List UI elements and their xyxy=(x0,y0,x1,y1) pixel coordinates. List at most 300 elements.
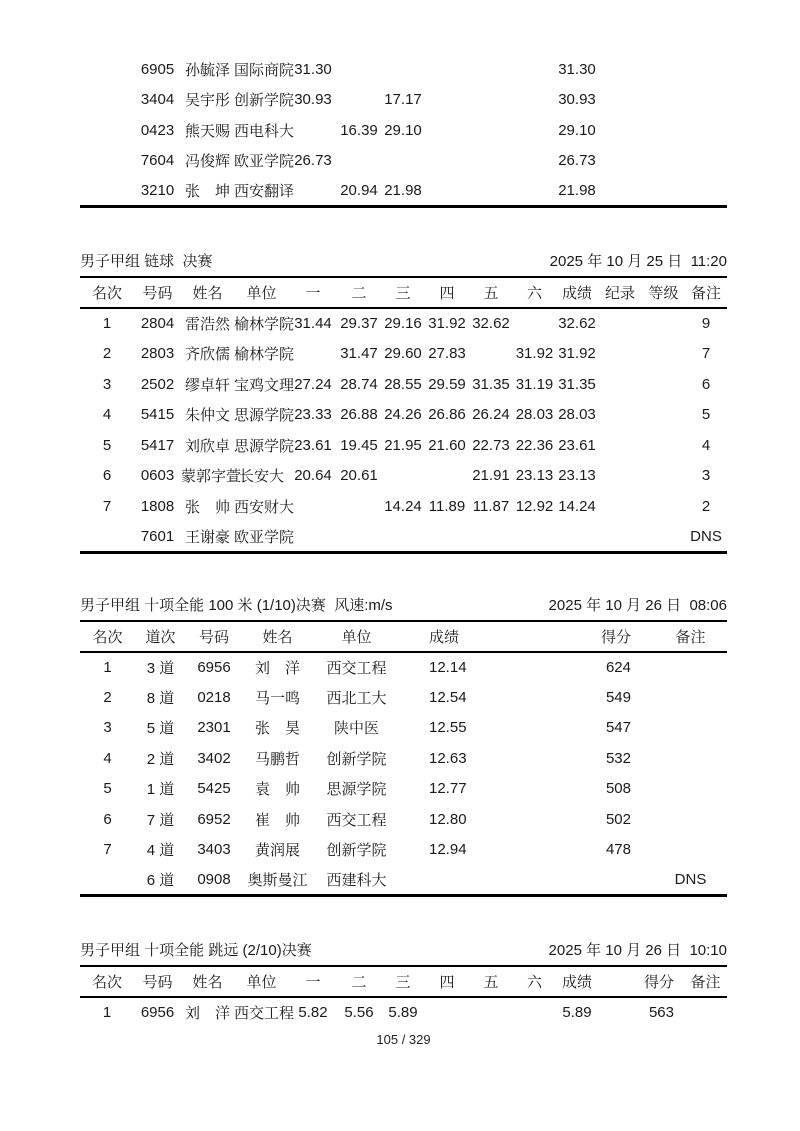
table-cell: 32.62 xyxy=(558,315,596,333)
table-cell: 24.26 xyxy=(384,406,422,424)
table-cell: 26.73 xyxy=(294,152,332,170)
table-cell: 5425 xyxy=(197,780,231,798)
table-cell: 28.03 xyxy=(515,406,554,424)
table-cell: 6 xyxy=(701,375,711,393)
table-cell: 478 xyxy=(605,841,631,859)
table-cell xyxy=(80,522,134,553)
table-cell: 西安财大 xyxy=(234,498,295,516)
table-cell: 创新学院 xyxy=(234,92,295,110)
table-cell: 23.61 xyxy=(558,436,596,454)
column-header: 姓名 xyxy=(242,622,313,652)
column-header: 号码 xyxy=(186,622,242,652)
table-cell: 宝鸡文理 xyxy=(234,376,295,394)
table-cell: DNS xyxy=(690,527,722,545)
table-cell: 5 道 xyxy=(146,720,175,738)
header-row xyxy=(80,278,727,308)
table-cell xyxy=(685,85,727,116)
table-cell: 9 xyxy=(701,315,711,333)
event-datetime: 2025 年 10 月 26 日 08:06 xyxy=(548,596,727,614)
table-cell xyxy=(289,115,337,146)
table-cell xyxy=(642,461,685,492)
table-cell xyxy=(469,997,513,1028)
table-cell xyxy=(425,176,469,207)
table-cell: 3403 xyxy=(197,841,231,859)
table-cell: 14.24 xyxy=(384,497,422,515)
table-cell xyxy=(598,369,642,400)
table-cell: 张 坤 xyxy=(184,183,230,200)
table-cell: 23.33 xyxy=(294,406,332,424)
table-cell: 6956 xyxy=(140,1004,175,1022)
table-cell xyxy=(513,176,556,207)
table-cell: 2 xyxy=(102,345,112,363)
table-cell xyxy=(80,146,134,177)
table-body xyxy=(80,997,727,1028)
column-header: 五 xyxy=(469,967,513,997)
table-cell: 20.61 xyxy=(340,467,378,485)
table-cell xyxy=(425,522,469,553)
table-cell xyxy=(654,743,727,774)
table-cell: 6905 xyxy=(140,60,175,78)
table-cell xyxy=(685,176,727,207)
table-cell: 西电科大 xyxy=(234,122,295,140)
column-header: 名次 xyxy=(80,278,134,308)
table-cell: 549 xyxy=(605,688,631,706)
table-cell xyxy=(654,835,727,866)
table-cell: 5 xyxy=(102,436,112,454)
table-cell: 7604 xyxy=(140,152,175,170)
table-cell: 3402 xyxy=(197,749,231,767)
table-cell xyxy=(381,146,425,177)
table-cell xyxy=(642,400,685,431)
table-cell: 508 xyxy=(605,780,631,798)
table-cell: 31.44 xyxy=(294,315,332,333)
table-cell: 4 xyxy=(103,749,112,767)
table-cell: 榆林学院 xyxy=(234,346,295,364)
table-cell xyxy=(469,146,513,177)
table-cell: 崔 帅 xyxy=(254,811,300,829)
table-cell: 国际商院 xyxy=(234,61,295,79)
table-cell xyxy=(654,804,727,835)
table-cell xyxy=(425,85,469,116)
table-cell: 21.95 xyxy=(384,436,422,454)
table-cell: 西北工大 xyxy=(326,689,387,707)
table-cell: 1808 xyxy=(140,497,175,515)
table-header xyxy=(80,967,727,997)
table-cell: 26.73 xyxy=(558,152,596,170)
table-cell: 12.14 xyxy=(429,658,467,676)
table-cell: 28.03 xyxy=(558,406,596,424)
table-cell: 12.94 xyxy=(429,841,467,859)
table-cell: 0603 xyxy=(140,467,175,485)
table-cell xyxy=(598,115,642,146)
table-cell: 西建科大 xyxy=(326,872,387,889)
table-cell: 12.77 xyxy=(429,780,467,798)
table-cell: 5.56 xyxy=(344,1004,374,1022)
table-cell xyxy=(685,54,727,85)
table-cell: 齐欣儒 xyxy=(184,346,230,364)
table-cell xyxy=(80,115,134,146)
table-cell: 思源学院 xyxy=(234,437,295,455)
table-cell: 8 道 xyxy=(146,689,175,707)
table-cell xyxy=(642,369,685,400)
table-cell xyxy=(400,865,531,896)
table-cell xyxy=(289,176,337,207)
table-cell xyxy=(654,713,727,744)
table-cell: 马一鸣 xyxy=(254,689,300,707)
table-cell xyxy=(469,339,513,370)
table-cell xyxy=(598,400,642,431)
table-cell xyxy=(642,54,685,85)
table-cell: 17.17 xyxy=(384,91,422,109)
column-header: 姓名 xyxy=(181,967,234,997)
section-hammer-final xyxy=(80,248,727,554)
table-cell: 榆林学院 xyxy=(234,316,295,334)
table-cell xyxy=(425,146,469,177)
table-cell: 11.89 xyxy=(428,497,466,515)
table-row xyxy=(80,713,727,744)
table-cell: 1 xyxy=(102,1004,112,1022)
column-header: 单位 xyxy=(234,278,289,308)
table-cell: 23.61 xyxy=(294,436,332,454)
table-cell xyxy=(80,54,134,85)
table-cell: 6956 xyxy=(197,658,231,676)
table-cell xyxy=(642,115,685,146)
event-header xyxy=(80,937,727,967)
table-cell: 5 xyxy=(701,406,711,424)
table-body xyxy=(80,652,727,896)
table-cell xyxy=(337,54,381,85)
table-cell: 31.92 xyxy=(558,345,596,363)
table-cell xyxy=(80,85,134,116)
table-cell xyxy=(598,461,642,492)
table-row xyxy=(80,682,727,713)
table-cell xyxy=(469,522,513,553)
table-cell: 12.63 xyxy=(429,749,467,767)
column-header: 六 xyxy=(513,967,556,997)
table-cell: 1 道 xyxy=(146,781,175,799)
table-row xyxy=(80,835,727,866)
table-cell: 4 xyxy=(102,406,112,424)
table-cell xyxy=(289,522,337,553)
table-cell xyxy=(598,176,642,207)
column-header: 五 xyxy=(469,278,513,308)
table-cell: 刘 洋 xyxy=(254,659,300,677)
table-cell: 2301 xyxy=(197,719,231,737)
table-cell: 7 xyxy=(103,841,112,859)
table-cell: 7 xyxy=(102,497,112,515)
table-cell: 2 xyxy=(103,688,112,706)
section-decathlon-long-jump xyxy=(80,937,727,1028)
column-header: 四 xyxy=(425,278,469,308)
table-cell xyxy=(469,85,513,116)
table-cell xyxy=(642,85,685,116)
table-cell xyxy=(513,522,556,553)
table-cell: 奥斯曼江 xyxy=(247,872,308,889)
table-cell xyxy=(642,491,685,522)
table-cell xyxy=(654,652,727,683)
table-cell: 袁 帅 xyxy=(254,781,300,799)
table-cell: 563 xyxy=(648,1004,674,1022)
table-cell xyxy=(598,146,642,177)
table-row xyxy=(80,430,727,461)
table-cell: 熊天赐 xyxy=(184,122,230,140)
table-cell xyxy=(684,997,727,1028)
table-cell: 29.10 xyxy=(558,121,596,139)
table-cell: 张 帅 xyxy=(184,498,230,516)
column-header: 二 xyxy=(337,278,381,308)
table-cell: 624 xyxy=(605,658,631,676)
table-cell xyxy=(337,85,381,116)
table-row xyxy=(80,400,727,431)
table-cell: 20.64 xyxy=(294,467,332,485)
table-cell: 创新学院 xyxy=(326,750,387,768)
table-cell: 西交工程 xyxy=(326,811,387,829)
table-cell xyxy=(513,997,556,1028)
column-header: 三 xyxy=(381,967,425,997)
table-cell: 26.24 xyxy=(472,406,510,424)
page-content xyxy=(80,0,727,1047)
column-header: 纪录 xyxy=(598,278,642,308)
table-cell: 1 xyxy=(103,658,112,676)
column-header: 名次 xyxy=(80,967,134,997)
table-cell: 16.39 xyxy=(340,121,378,139)
table-cell: 西安翻译 xyxy=(234,183,295,200)
table-cell: 26.86 xyxy=(428,406,466,424)
table-cell xyxy=(642,308,685,339)
column-header: 成绩 xyxy=(556,967,598,997)
event-datetime: 2025 年 10 月 26 日 10:10 xyxy=(548,942,727,959)
column-header: 道次 xyxy=(135,622,186,652)
table-cell xyxy=(469,115,513,146)
table-body xyxy=(80,54,727,207)
table-cell: 6 道 xyxy=(146,872,175,889)
table-cell xyxy=(598,308,642,339)
column-header: 一 xyxy=(289,967,337,997)
column-header: 得分 xyxy=(531,622,654,652)
table-cell: 29.59 xyxy=(428,375,466,393)
table-row xyxy=(80,491,727,522)
table-cell xyxy=(425,461,469,492)
section-decathlon-100m xyxy=(80,592,727,898)
page-number xyxy=(80,1032,727,1047)
table-cell: 3 xyxy=(701,467,711,485)
table-cell: 5 xyxy=(103,780,112,798)
table-cell: 7601 xyxy=(140,527,175,545)
section-previous-event-continuation xyxy=(80,54,727,208)
table-cell: 31.35 xyxy=(558,375,596,393)
table-cell: 张 昊 xyxy=(254,720,300,738)
table-cell: 思源学院 xyxy=(234,407,295,425)
table-cell xyxy=(685,146,727,177)
table-cell: 思源学院 xyxy=(326,781,387,799)
table-cell: 29.60 xyxy=(384,345,422,363)
table-cell xyxy=(469,176,513,207)
column-header: 四 xyxy=(425,967,469,997)
table-cell xyxy=(598,430,642,461)
table-cell: 3 xyxy=(102,375,112,393)
table-row xyxy=(80,743,727,774)
table-cell: 马鹏哲 xyxy=(254,750,300,768)
table-cell: 2804 xyxy=(140,315,175,333)
decathlon-long-jump-results-table xyxy=(80,967,727,1028)
table-cell: 28.74 xyxy=(340,375,378,393)
table-cell xyxy=(425,54,469,85)
table-cell: 蒙郭字萱 xyxy=(181,468,242,486)
table-cell: 31.92 xyxy=(428,315,466,333)
page-number-text: 105 / 329 xyxy=(376,1031,431,1047)
table-cell xyxy=(80,176,134,207)
table-row xyxy=(80,865,727,896)
table-header xyxy=(80,622,727,652)
table-cell: 西交工程 xyxy=(234,1005,295,1023)
table-cell: 23.13 xyxy=(558,467,596,485)
table-cell: 3 xyxy=(103,719,112,737)
table-cell: 21.98 xyxy=(384,182,422,199)
table-cell: 缪卓轩 xyxy=(184,376,230,394)
table-cell: 12.54 xyxy=(429,688,467,706)
table-cell: 陕中医 xyxy=(333,720,379,738)
table-cell: 21.91 xyxy=(472,467,510,485)
table-cell: 欧亚学院 xyxy=(234,153,295,171)
table-cell xyxy=(556,522,598,553)
table-cell xyxy=(642,176,685,207)
column-header: 备注 xyxy=(684,967,727,997)
column-header: 备注 xyxy=(654,622,727,652)
table-cell: 4 道 xyxy=(146,842,175,860)
table-cell xyxy=(381,461,425,492)
table-cell: 27.24 xyxy=(294,375,332,393)
event-title: 男子甲组 链球 决赛 xyxy=(80,253,213,270)
table-cell xyxy=(513,308,556,339)
table-row xyxy=(80,997,727,1028)
table-cell: 29.37 xyxy=(340,315,378,333)
table-cell xyxy=(598,54,642,85)
table-cell xyxy=(425,115,469,146)
table-row xyxy=(80,804,727,835)
table-cell xyxy=(513,146,556,177)
table-row xyxy=(80,85,727,116)
table-cell: 7 道 xyxy=(146,811,175,829)
table-cell: 532 xyxy=(605,749,631,767)
table-cell: 7 xyxy=(701,345,711,363)
table-cell: 22.36 xyxy=(515,436,554,454)
table-cell xyxy=(381,54,425,85)
table-cell: 2803 xyxy=(140,345,175,363)
table-cell: 31.19 xyxy=(515,375,554,393)
table-cell xyxy=(337,146,381,177)
table-cell: 5.89 xyxy=(562,1004,592,1022)
header-row xyxy=(80,622,727,652)
table-cell: 刘 洋 xyxy=(184,1005,230,1023)
header-row xyxy=(80,967,727,997)
table-cell: 2 道 xyxy=(146,750,175,768)
table-cell: 20.94 xyxy=(340,182,378,199)
table-cell: 31.30 xyxy=(294,60,332,78)
table-cell: 黄润展 xyxy=(254,842,300,860)
table-row xyxy=(80,176,727,207)
table-header xyxy=(80,278,727,308)
table-cell: 23.13 xyxy=(515,467,554,485)
table-cell xyxy=(531,865,654,896)
column-header: 单位 xyxy=(313,622,400,652)
table-cell: 27.83 xyxy=(428,345,466,363)
table-row xyxy=(80,652,727,683)
table-cell: 21.98 xyxy=(558,182,596,199)
table-cell: 29.10 xyxy=(384,121,422,139)
column-header: 等级 xyxy=(642,278,685,308)
table-cell xyxy=(289,491,337,522)
table-row xyxy=(80,339,727,370)
column-header: 三 xyxy=(381,278,425,308)
table-cell: 29.16 xyxy=(384,315,422,333)
table-cell xyxy=(598,522,642,553)
table-cell: 30.93 xyxy=(294,91,332,109)
column-header: 得分 xyxy=(598,967,684,997)
column-header: 成绩 xyxy=(400,622,531,652)
table-cell xyxy=(425,997,469,1028)
table-cell: 5.82 xyxy=(298,1004,328,1022)
table-cell: DNS xyxy=(674,871,707,888)
table-cell: 26.88 xyxy=(340,406,378,424)
table-cell: 19.45 xyxy=(340,436,378,454)
event-header xyxy=(80,248,727,278)
table-cell xyxy=(598,85,642,116)
table-cell xyxy=(654,774,727,805)
column-header: 号码 xyxy=(134,278,181,308)
table-cell xyxy=(642,430,685,461)
table-row xyxy=(80,308,727,339)
column-header: 姓名 xyxy=(181,278,234,308)
table-cell: 31.47 xyxy=(340,345,378,363)
event-title: 男子甲组 十项全能 跳远 (2/10)决赛 xyxy=(80,942,312,959)
table-cell xyxy=(513,54,556,85)
table-cell: 吴宇彤 xyxy=(184,92,230,110)
table-cell: 孙毓泽 xyxy=(184,61,230,79)
table-cell: 4 xyxy=(701,436,711,454)
table-cell xyxy=(642,522,685,553)
table-cell: 长安大 xyxy=(238,468,284,486)
table-cell: 5415 xyxy=(140,406,175,424)
table-cell: 刘欣卓 xyxy=(184,437,230,455)
hammer-results-table xyxy=(80,278,727,554)
table-cell: 21.60 xyxy=(428,436,466,454)
table-cell xyxy=(642,339,685,370)
table-cell: 2502 xyxy=(140,375,175,393)
table-cell xyxy=(469,54,513,85)
table-cell: 32.62 xyxy=(472,315,510,333)
table-cell: 创新学院 xyxy=(326,842,387,860)
table-cell: 31.35 xyxy=(472,375,510,393)
column-header: 二 xyxy=(337,967,381,997)
table-cell xyxy=(598,339,642,370)
table-cell xyxy=(289,339,337,370)
column-header: 名次 xyxy=(80,622,135,652)
decathlon-100m-results-table xyxy=(80,622,727,898)
table-cell: 雷浩然 xyxy=(184,316,230,334)
table-cell: 547 xyxy=(605,719,631,737)
table-cell xyxy=(80,865,135,896)
table-cell: 22.73 xyxy=(472,436,510,454)
table-cell: 6 xyxy=(103,810,112,828)
table-cell: 1 xyxy=(102,315,112,333)
event-datetime: 2025 年 10 月 25 日 11:20 xyxy=(549,253,727,270)
table-cell: 30.93 xyxy=(558,91,596,109)
table-cell: 西交工程 xyxy=(326,659,387,677)
table-cell: 28.55 xyxy=(384,375,422,393)
table-cell xyxy=(513,85,556,116)
table-row xyxy=(80,774,727,805)
table-cell xyxy=(337,522,381,553)
